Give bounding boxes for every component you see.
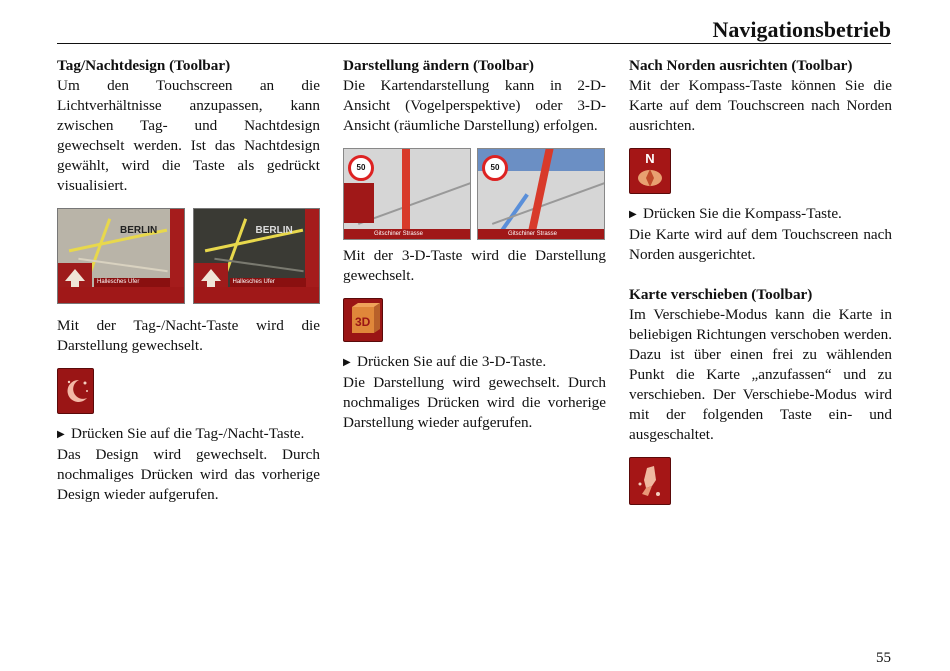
map-2d-view <box>343 148 471 240</box>
instruction-bullet: ▶ Drücken Sie auf die 3-D-Taste. <box>343 352 606 373</box>
result-text: Die Karte wird auf dem Touchscreen nach Norden ausgerichtet. <box>629 226 892 263</box>
map-screenshots-2d-3d <box>343 148 606 240</box>
map-screenshots <box>57 208 320 304</box>
svg-text:3D: 3D <box>355 315 371 329</box>
section-heading-pan-map: Karte verschieben (Toolbar) <box>629 286 813 303</box>
section-intro: Um den Touchscreen an die Lichtverhältnisse anzupassen, kann zwischen Tag- und Nachtdesign gewechselt werden. Ist das Nachtdesign gewählt, wird die Taste als gedrückt visualisiert. <box>57 77 320 194</box>
column-display-mode <box>343 56 606 433</box>
pan-button-icon <box>629 457 671 505</box>
day-night-button-icon <box>57 368 94 414</box>
map-street-label: Gitschiner Strasse <box>344 229 470 239</box>
map-night-design <box>193 208 321 304</box>
map-city-label: BERLIN <box>120 225 158 236</box>
compass-icon <box>635 166 665 190</box>
compass-north-letter: N <box>645 151 655 166</box>
compass-button-icon <box>629 148 671 194</box>
section-heading-day-night: Tag/Nachtdesign (Toolbar) <box>57 57 231 74</box>
map-street-label: Hallesches Ufer <box>230 278 306 287</box>
speed-limit-sign: 50 <box>482 155 508 181</box>
result-text: Das Design wird gewechselt. Durch nochmaliges Drücken wird das vorherige Design wieder aufgerufen. <box>57 446 320 503</box>
section-intro: Mit der Kompass-Taste können Sie die Karte auf dem Touchscreen nach Norden ausrichten. <box>629 77 892 134</box>
figure-caption: Mit der Tag-/Nacht-Taste wird die Darstellung gewechselt. <box>57 317 320 354</box>
result-text: Die Darstellung wird gewechselt. Durch nochmaliges Drücken wird die vorherige Darstellung wieder aufgerufen. <box>343 374 606 431</box>
map-street-label: Gitschiner Strasse <box>478 229 604 239</box>
map-day-design <box>57 208 185 304</box>
bullet-triangle-icon: ▶ <box>343 357 351 368</box>
column-north-and-pan <box>629 56 892 515</box>
map-street-label: Hallesches Ufer <box>94 278 170 287</box>
moon-stars-icon <box>61 374 91 408</box>
header-rule <box>57 43 891 44</box>
bullet-triangle-icon: ▶ <box>57 429 65 440</box>
section-intro: Die Kartendarstellung kann in 2-D-Ansicht (Vogelperspektive) oder 3-D-Ansicht (räumliche Darstellung) erfolgen. <box>343 77 606 134</box>
page-number: 55 <box>876 650 891 666</box>
section-heading-display-mode: Darstellung ändern (Toolbar) <box>343 57 534 74</box>
3d-button-icon <box>343 298 383 342</box>
map-3d-view <box>477 148 605 240</box>
3d-view-icon <box>346 302 380 338</box>
hand-move-icon <box>634 462 666 500</box>
instruction-bullet: ▶ Drücken Sie die Kompass-Taste. <box>629 204 892 225</box>
page-header-title: Navigationsbetrieb <box>712 17 891 42</box>
column-day-night <box>57 56 320 505</box>
figure-caption: Mit der 3-D-Taste wird die Darstellung gewechselt. <box>343 247 606 284</box>
section-intro: Im Verschiebe-Modus kann die Karte in beliebigen Richtungen verschoben werden. Dazu ist über einen frei zu wählenden Punkt die Karte „anzufassen“ und zu verschieben. Der Verschiebe-Modus wird mit der folgenden Taste ein- und ausgeschaltet. <box>629 306 892 443</box>
map-city-label: BERLIN <box>255 225 293 236</box>
speed-limit-sign: 50 <box>348 155 374 181</box>
bullet-triangle-icon: ▶ <box>629 209 637 220</box>
instruction-bullet: ▶ Drücken Sie auf die Tag-/Nacht-Taste. <box>57 424 320 445</box>
section-heading-north: Nach Norden ausrichten (Toolbar) <box>629 57 853 74</box>
